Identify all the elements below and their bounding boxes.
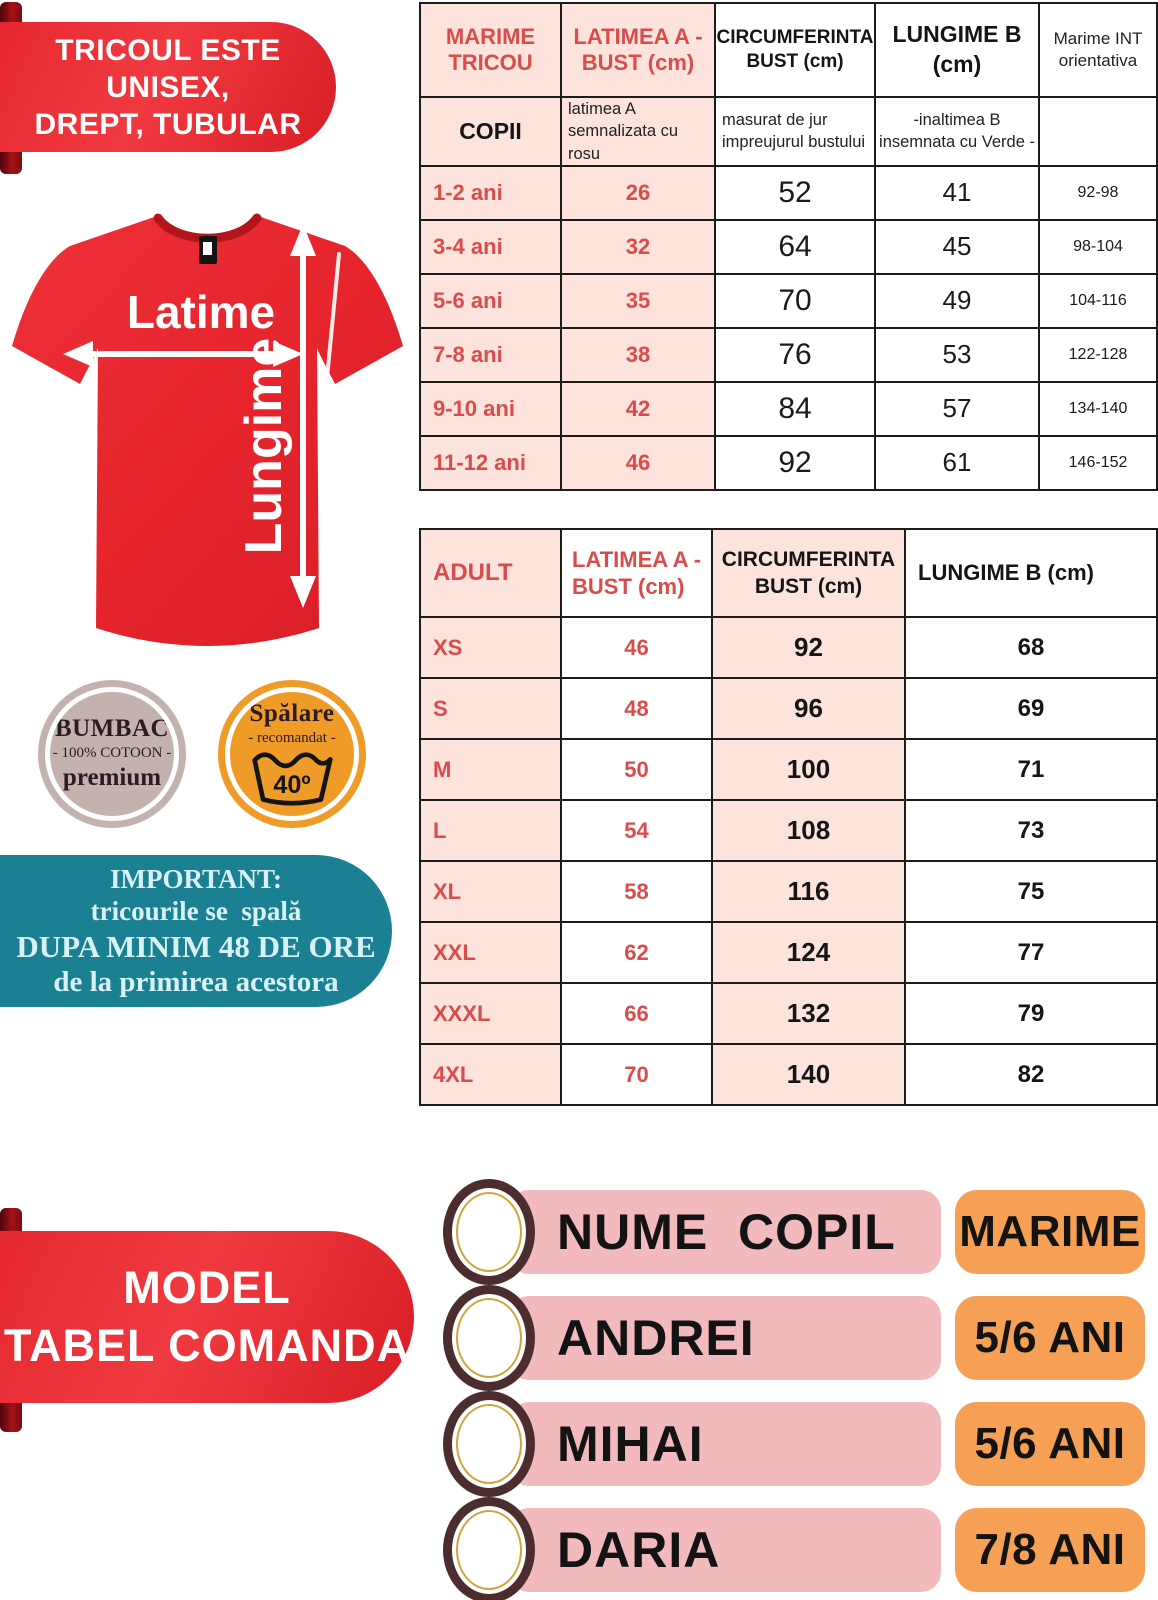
cotton-badge <box>38 680 186 828</box>
kids-size: 9-10 ani <box>420 382 561 436</box>
cotton-badge-subtitle: - 100% COTOON - <box>52 744 172 761</box>
kids-row-3-4 <box>420 220 1157 274</box>
adult-circumferinta: 108 <box>712 800 905 861</box>
model-banner-body <box>0 1231 414 1403</box>
order-size-header: MARIME <box>955 1190 1145 1274</box>
kids-row-9-10 <box>420 382 1157 436</box>
order-row-daria <box>443 1504 1145 1596</box>
note-line-3: DUPA MINIM 48 DE ORE <box>16 929 376 964</box>
adult-header-lungime: LUNGIME B (cm) <box>905 529 1157 617</box>
adult-latimea: 46 <box>561 617 712 678</box>
order-child-name: MIHAI <box>509 1402 941 1486</box>
adult-lungime: 69 <box>905 678 1157 739</box>
cotton-badge-title: BUMBAC <box>54 715 170 743</box>
adult-header-latimea: LATIMEA A - BUST (cm) <box>561 529 712 617</box>
adult-circumferinta: 92 <box>712 617 905 678</box>
adult-size-table <box>419 528 1158 1106</box>
order-example-table <box>443 1186 1145 1600</box>
wash-tub-icon <box>250 749 334 807</box>
important-note <box>0 855 392 1007</box>
tshirt-body <box>12 216 403 646</box>
model-banner-line-2: TABEL COMANDA <box>3 1320 411 1371</box>
adult-lungime: 68 <box>905 617 1157 678</box>
adult-latimea: 70 <box>561 1044 712 1105</box>
adult-size: L <box>420 800 561 861</box>
kids-circumferinta: 76 <box>715 328 875 382</box>
adult-circumferinta: 132 <box>712 983 905 1044</box>
order-circle-icon <box>443 1285 535 1391</box>
kids-size: 5-6 ani <box>420 274 561 328</box>
quality-badges <box>38 680 378 828</box>
adult-lungime: 71 <box>905 739 1157 800</box>
kids-size: 11-12 ani <box>420 436 561 490</box>
adult-latimea: 50 <box>561 739 712 800</box>
note-line-4: de la primirea acestora <box>53 966 339 998</box>
width-label: Latime <box>126 286 276 338</box>
unisex-ribbon <box>0 2 340 176</box>
adult-circumferinta: 100 <box>712 739 905 800</box>
adult-lungime: 75 <box>905 861 1157 922</box>
cotton-badge-footer: premium <box>62 763 162 791</box>
order-circle-icon <box>443 1179 535 1285</box>
tshirt-collar <box>158 218 257 238</box>
adult-row-xxl <box>420 922 1157 983</box>
adult-row-xs <box>420 617 1157 678</box>
adult-row-m <box>420 739 1157 800</box>
adult-row-s <box>420 678 1157 739</box>
kids-circumferinta: 70 <box>715 274 875 328</box>
adult-latimea: 66 <box>561 983 712 1044</box>
order-row-mihai <box>443 1398 1145 1490</box>
adult-header-circumferinta: CIRCUMFERINTA BUST (cm) <box>712 529 905 617</box>
adult-size: XXL <box>420 922 561 983</box>
kids-header-marime-int: Marime INT orientativa <box>1039 3 1157 97</box>
kids-subheader-lungime: -inaltimea B insemnata cu Verde - <box>875 97 1039 166</box>
adult-circumferinta: 116 <box>712 861 905 922</box>
adult-row-4xl <box>420 1044 1157 1105</box>
adult-latimea: 62 <box>561 922 712 983</box>
order-row-andrei <box>443 1292 1145 1384</box>
order-name-header: NUME COPIL <box>509 1190 941 1274</box>
note-line-1: IMPORTANT: <box>109 864 283 894</box>
wash-badge <box>218 680 366 828</box>
adult-circumferinta: 124 <box>712 922 905 983</box>
order-child-size: 7/8 ANI <box>955 1508 1145 1592</box>
adult-header-adult: ADULT <box>420 529 561 617</box>
kids-latimea: 38 <box>561 328 715 382</box>
ribbon-line-1: TRICOUL ESTE <box>55 33 281 67</box>
wash-temperature: 40º <box>273 770 311 799</box>
order-child-size: 5/6 ANI <box>955 1296 1145 1380</box>
order-child-name: DARIA <box>509 1508 941 1592</box>
unisex-ribbon-body <box>0 22 336 152</box>
kids-marime-int: 92-98 <box>1039 166 1157 220</box>
note-line-2: tricourile se spală <box>90 896 302 926</box>
adult-circumferinta: 140 <box>712 1044 905 1105</box>
kids-lungime: 57 <box>875 382 1039 436</box>
kids-size-table <box>419 2 1158 491</box>
model-banner <box>0 1208 420 1434</box>
adult-latimea: 48 <box>561 678 712 739</box>
adult-size: S <box>420 678 561 739</box>
kids-row-1-2 <box>420 166 1157 220</box>
kids-row-5-6 <box>420 274 1157 328</box>
adult-size: M <box>420 739 561 800</box>
wash-badge-subtitle: - recomandat - <box>248 729 336 746</box>
ribbon-line-2: UNISEX, <box>106 70 230 104</box>
kids-header-circumferinta: CIRCUMFERINTA BUST (cm) <box>715 3 875 97</box>
kids-marime-int: 122-128 <box>1039 328 1157 382</box>
kids-row-11-12 <box>420 436 1157 490</box>
kids-subheader-circumferinta: masurat de jur impreujurul bustului <box>715 97 875 166</box>
order-circle-icon <box>443 1497 535 1600</box>
adult-latimea: 58 <box>561 861 712 922</box>
adult-circumferinta: 96 <box>712 678 905 739</box>
adult-row-l <box>420 800 1157 861</box>
adult-size: 4XL <box>420 1044 561 1105</box>
adult-lungime: 79 <box>905 983 1157 1044</box>
kids-latimea: 26 <box>561 166 715 220</box>
kids-latimea: 42 <box>561 382 715 436</box>
adult-row-xl <box>420 861 1157 922</box>
adult-lungime: 82 <box>905 1044 1157 1105</box>
kids-header-lungime: LUNGIME B (cm) <box>875 3 1039 97</box>
kids-lungime: 61 <box>875 436 1039 490</box>
kids-circumferinta: 64 <box>715 220 875 274</box>
kids-subheader-copii: COPII <box>420 97 561 166</box>
kids-marime-int: 104-116 <box>1039 274 1157 328</box>
adult-lungime: 77 <box>905 922 1157 983</box>
kids-header-latimea: LATIMEA A - BUST (cm) <box>561 3 715 97</box>
kids-latimea: 32 <box>561 220 715 274</box>
kids-marime-int: 98-104 <box>1039 220 1157 274</box>
kids-size: 1-2 ani <box>420 166 561 220</box>
order-child-size: 5/6 ANI <box>955 1402 1145 1486</box>
order-header-row <box>443 1186 1145 1278</box>
adult-size: XS <box>420 617 561 678</box>
adult-size: XXXL <box>420 983 561 1044</box>
kids-marime-int: 134-140 <box>1039 382 1157 436</box>
kids-circumferinta: 92 <box>715 436 875 490</box>
kids-latimea: 46 <box>561 436 715 490</box>
ribbon-line-3: DREPT, TUBULAR <box>34 107 302 141</box>
adult-lungime: 73 <box>905 800 1157 861</box>
adult-size: XL <box>420 861 561 922</box>
order-circle-icon <box>443 1391 535 1497</box>
kids-subheader-empty <box>1039 97 1157 166</box>
kids-latimea: 35 <box>561 274 715 328</box>
tshirt-measurement-diagram <box>5 196 410 674</box>
kids-lungime: 41 <box>875 166 1039 220</box>
kids-circumferinta: 52 <box>715 166 875 220</box>
kids-row-7-8 <box>420 328 1157 382</box>
wash-badge-title: Spălare <box>249 700 335 728</box>
kids-lungime: 45 <box>875 220 1039 274</box>
kids-size: 3-4 ani <box>420 220 561 274</box>
kids-circumferinta: 84 <box>715 382 875 436</box>
kids-lungime: 49 <box>875 274 1039 328</box>
adult-latimea: 54 <box>561 800 712 861</box>
adult-row-xxxl <box>420 983 1157 1044</box>
collar-tag-logo <box>203 242 212 255</box>
kids-marime-int: 146-152 <box>1039 436 1157 490</box>
model-banner-line-1: MODEL <box>123 1262 291 1313</box>
length-label: Lungime <box>235 337 293 555</box>
kids-lungime: 53 <box>875 328 1039 382</box>
kids-subheader-latimea: latimea A semnalizata cu rosu <box>561 97 715 166</box>
kids-header-marime: MARIME TRICOU <box>420 3 561 97</box>
order-child-name: ANDREI <box>509 1296 941 1380</box>
kids-size: 7-8 ani <box>420 328 561 382</box>
